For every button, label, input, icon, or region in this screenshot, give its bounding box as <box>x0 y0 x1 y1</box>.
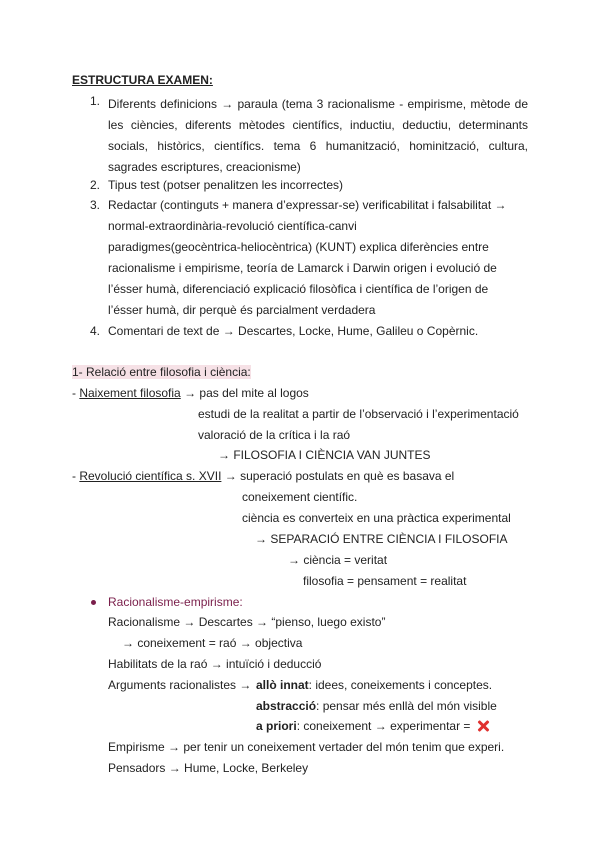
list-item-text: Tipus test (potser penalitzen les incorrectes) <box>108 178 343 192</box>
list-item-text: Redactar (continguts + manera d’expressar-se) verificabilitat i falsabilitat → <box>108 198 507 212</box>
racionalisme-line: Racionalisme → Descartes → “pienso, luego existo” <box>108 615 386 629</box>
cross-mark-icon <box>477 720 489 732</box>
arg-a-priori: a priori: coneixement → experimentar = <box>256 719 489 733</box>
list-item-text: paradigmes(geocèntrica-heliocèntrica) (KUNT) explica diferències entre <box>108 240 489 254</box>
revolucio-detail: filosofia = pensament = realitat <box>303 574 467 588</box>
empirisme-line: Empirisme → per tenir un coneixement vertader del món tenim que experi. <box>108 740 505 754</box>
naixement-detail: valoració de la crítica i la raó <box>198 428 351 442</box>
list-item-text: l’ésser humà, dir perquè és parcialment verdadera <box>108 303 376 317</box>
list-number: 2. <box>90 178 101 192</box>
revolucio-detail: coneixement científic. <box>242 490 358 504</box>
args-label: Arguments racionalistes → <box>108 678 252 692</box>
naixement-conclusion: → FILOSOFIA I CIÈNCIA VAN JUNTES <box>218 448 431 462</box>
revolucio-conclusion: → SEPARACIÓ ENTRE CIÈNCIA I FILOSOFIA <box>255 532 508 546</box>
arg-abstraccio: abstracció: pensar més enllà del món visible <box>256 699 497 713</box>
naixement-line: - Naixement filosofia → pas del mite al logos <box>72 386 309 400</box>
revolucio-detail: ciència es converteix en una pràctica experimental <box>242 511 511 525</box>
revolucio-line: - Revolució científica s. XVII → superació postulats en què es basava el <box>72 469 455 483</box>
list-number: 1. <box>90 94 101 108</box>
racionalisme-line: → coneixement = raó → objectiva <box>122 636 303 650</box>
list-item-text: normal-extraordinària-revolució científica-canvi <box>108 219 357 233</box>
naixement-detail: estudi de la realitat a partir de l’observació i l’experimentació <box>198 407 519 421</box>
bullet-icon <box>91 600 96 605</box>
racionalisme-line: Habilitats de la raó → intuïció i deducció <box>108 657 322 671</box>
list-item-text: racionalisme i empirisme, teoría de Lamarck i Darwin origen i evolució de <box>108 261 497 275</box>
list-number: 4. <box>90 324 101 338</box>
list-item-text: Diferents definicions → paraula (tema 3 racionalisme - empirisme, mètode de les ciències, diferents mètodes científics, inductiu, deductiu, determinants socials, històrics, científics. tema 6 humanització, hominització, cultura, sagrades escriptures, creacionisme) <box>108 97 528 174</box>
arg-innat: allò innat: idees, coneixements i conceptes. <box>256 678 493 692</box>
naixement-label: Naixement filosofia <box>79 386 181 400</box>
list-number: 3. <box>90 198 101 212</box>
list-item-text: l’ésser humà, diferenciació explicació filosòfica i científica de l’origen de <box>108 282 489 296</box>
list-item-text: Comentari de text de → Descartes, Locke, Hume, Galileu o Copèrnic. <box>108 324 479 338</box>
subsection-heading: Racionalisme-empirisme: <box>108 595 243 609</box>
page-title: ESTRUCTURA EXAMEN: <box>72 73 213 87</box>
revolucio-detail: → ciència = veritat <box>288 553 388 567</box>
section-heading: 1- Relació entre filosofia i ciència: <box>72 365 251 379</box>
pensadors-line: Pensadors → Hume, Locke, Berkeley <box>108 761 309 775</box>
revolucio-label: Revolució científica s. XVII <box>79 469 222 483</box>
